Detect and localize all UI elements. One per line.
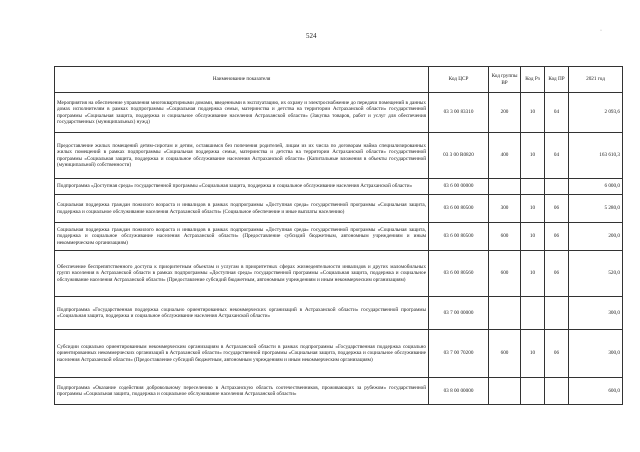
cell-rz: 10 xyxy=(521,330,545,378)
cell-vr: 600 xyxy=(489,251,521,297)
cell-csr: 03 6 00 00000 xyxy=(429,179,489,195)
cell-year: 600,0 xyxy=(569,378,623,405)
cell-rz: 10 xyxy=(521,133,545,179)
cell-name: Обеспечение беспрепятственного доступа к приоритетным объектам и услугам в приоритетных сферах жизнедеятельности инвалидов и других маломобильных групп населения в Астраханской области в рамках подпрограммы «Доступная среда» государственной программы «Социальная защита, поддержка и социальное обслуживание населения Астраханской области» (Предоставление субсидий бюджетным, автономным учреждениям и иным некоммерческим организациям) xyxy=(55,251,429,297)
cell-year: 163 610,3 xyxy=(569,133,623,179)
cell-name: Подпрограмма «Оказание содействия добровольному переселению в Астраханскую область соотечественников, проживающих за рубежом» государственной программы «Социальная защита, поддержка и социальное обслуживание населения Астраханской области» xyxy=(55,378,429,405)
cell-csr: 03 6 00 80500 xyxy=(429,195,489,223)
cell-rz xyxy=(521,378,545,405)
cell-year: 520,0 xyxy=(569,251,623,297)
budget-table xyxy=(54,66,623,405)
cell-pr: 04 xyxy=(545,93,569,133)
cell-pr: 06 xyxy=(545,223,569,251)
cell-name: Мероприятия на обеспечение управления многоквартирными домами, введенными в эксплуатацию, их охрану и электроснабжение до передачи помещений в данных домах исполнителям в рамках подпрограммы «Социальная поддержка семьи, материнства и детства на территории Астраханской области» государственной программы «Социальная защита, поддержка и социальное обслуживание населения Астраханской области» (Закупка товаров, работ и услуг для обеспечения государственных (муниципальных) нужд) xyxy=(55,93,429,133)
cell-vr xyxy=(489,297,521,330)
cell-rz: 10 xyxy=(521,195,545,223)
cell-csr: 03 8 00 00000 xyxy=(429,378,489,405)
cell-year: 200,0 xyxy=(569,223,623,251)
cell-vr: 600 xyxy=(489,223,521,251)
cell-vr xyxy=(489,179,521,195)
cell-pr: 04 xyxy=(545,133,569,179)
table-row xyxy=(55,251,623,297)
header-year: 2021 год xyxy=(569,67,623,93)
header-name: Наименование показателя xyxy=(55,67,429,93)
cell-vr: 400 xyxy=(489,133,521,179)
cell-vr: 300 xyxy=(489,195,521,223)
cell-csr: 03 6 00 80560 xyxy=(429,251,489,297)
cell-name: Социальная поддержка граждан пожилого возраста и инвалидов в рамках подпрограммы «Доступная среда» государственной программы «Социальная защита, поддержка и социальное обслуживание населения Астраханской области» (Предоставление субсидий бюджетным, автономным учреждениям и иным некоммерческим организациям) xyxy=(55,223,429,251)
table-row xyxy=(55,195,623,223)
header-pr: Код ПР xyxy=(545,67,569,93)
cell-rz: 10 xyxy=(521,251,545,297)
table-row xyxy=(55,133,623,179)
cell-pr: 06 xyxy=(545,195,569,223)
header-vr: Код группы ВР xyxy=(489,67,521,93)
cell-rz xyxy=(521,179,545,195)
cell-vr: 200 xyxy=(489,93,521,133)
page-number: 524 xyxy=(306,32,317,40)
cell-csr: 03 6 00 80500 xyxy=(429,223,489,251)
cell-year: 300,0 xyxy=(569,330,623,378)
cell-pr xyxy=(545,179,569,195)
cell-name: Подпрограмма «Доступная среда» государственной программы «Социальная защита, поддержка и социальное обслуживание населения Астраханской области» xyxy=(55,179,429,195)
corner-mark: · xyxy=(600,28,602,34)
cell-year: 5 280,0 xyxy=(569,195,623,223)
cell-pr xyxy=(545,297,569,330)
cell-name: Субсидии социально ориентированным некоммерческим организациям в Астраханской области в рамках подпрограммы «Государственная поддержка социально ориентированных некоммерческих организаций в Астраханской области» государственной программы «Социальная защита, поддержка и социальное обслуживание населения Астраханской области» (Предоставление субсидий бюджетным, автономным учреждениям и иным некоммерческим организациям) xyxy=(55,330,429,378)
cell-pr xyxy=(545,378,569,405)
cell-vr xyxy=(489,378,521,405)
table-row xyxy=(55,179,623,195)
cell-rz: 10 xyxy=(521,93,545,133)
cell-csr: 03 7 00 00000 xyxy=(429,297,489,330)
cell-year: 2 093,6 xyxy=(569,93,623,133)
cell-pr: 06 xyxy=(545,251,569,297)
cell-year: 6 000,0 xyxy=(569,179,623,195)
cell-name: Предоставление жилых помещений детям-сиротам и детям, оставшимся без попечения родителей, лицам из их числа по договорам найма специализированных жилых помещений в рамках подпрограммы «Социальная поддержка семьи, материнства и детства на территории Астраханской области» государственной программы «Социальная защита, поддержка и социальное обслуживание населения Астраханской области» (Капитальные вложения в объекты государственной (муниципальной) собственности) xyxy=(55,133,429,179)
table-row xyxy=(55,93,623,133)
header-row xyxy=(55,67,623,93)
cell-csr: 03 3 00 83310 xyxy=(429,93,489,133)
cell-rz xyxy=(521,297,545,330)
cell-name: Социальная поддержка граждан пожилого возраста и инвалидов в рамках подпрограммы «Доступная среда» государственной программы «Социальная защита, поддержка и социальное обслуживание населения Астраханской области» (Социальное обеспечение и иные выплаты населению) xyxy=(55,195,429,223)
table-row xyxy=(55,223,623,251)
cell-pr: 06 xyxy=(545,330,569,378)
cell-csr: 03 7 00 70200 xyxy=(429,330,489,378)
header-rz: Код Рз xyxy=(521,67,545,93)
cell-name: Подпрограмма «Государственная поддержка социально ориентированных некоммерческих организаций в Астраханской области» государственной программы «Социальная защита, поддержка и социальное обслуживание населения Астраханской области» xyxy=(55,297,429,330)
table-row xyxy=(55,297,623,330)
table-row xyxy=(55,378,623,405)
cell-rz: 10 xyxy=(521,223,545,251)
table-row xyxy=(55,330,623,378)
cell-csr: 03 3 00 R0820 xyxy=(429,133,489,179)
cell-vr: 600 xyxy=(489,330,521,378)
cell-year: 300,0 xyxy=(569,297,623,330)
header-csr: Код ЦСР xyxy=(429,67,489,93)
